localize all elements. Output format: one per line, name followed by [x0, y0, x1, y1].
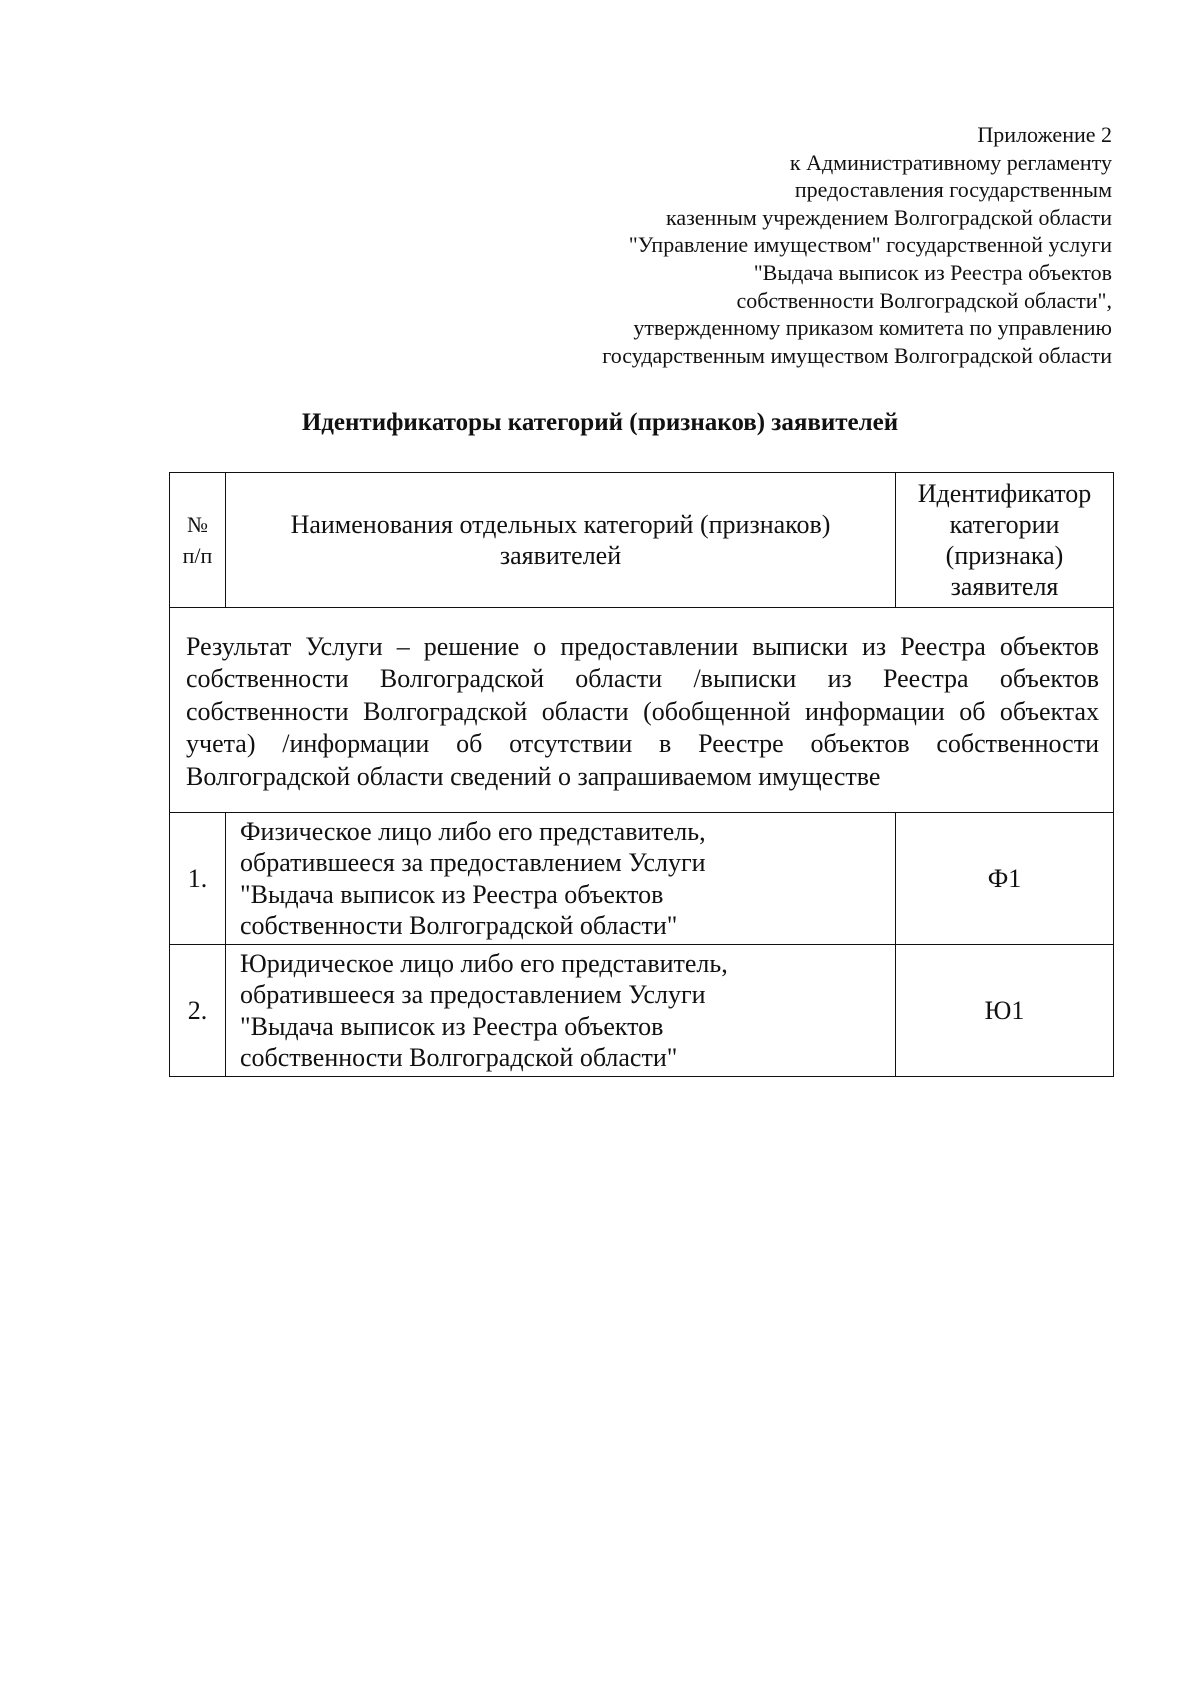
row-identifier: Ф1	[896, 813, 1114, 945]
table-row	[170, 813, 1114, 945]
header-num-abbrev: п/п	[182, 543, 213, 568]
appendix-line: собственности Волгоградской области",	[736, 287, 1112, 313]
row-name-line: обратившееся за предоставлением Услуги	[240, 848, 706, 877]
appendix-line: "Управление имуществом" государственной услуги	[628, 232, 1112, 258]
row-category-name	[226, 813, 896, 945]
header-id-line: (признака)	[945, 541, 1064, 570]
row-identifier: Ю1	[896, 945, 1114, 1077]
applicant-categories-table	[169, 472, 1114, 1077]
header-name-cell	[226, 473, 896, 608]
row-num: 1.	[170, 813, 226, 945]
appendix-block	[412, 121, 1112, 369]
appendix-line: казенным учреждением Волгоградской области	[665, 204, 1112, 230]
appendix-line: к Административному регламенту	[789, 149, 1112, 175]
header-id-line: категории	[949, 510, 1060, 539]
row-num: 2.	[170, 945, 226, 1077]
row-name-line: обратившееся за предоставлением Услуги	[240, 980, 706, 1009]
appendix-line: утвержденному приказом комитета по управлению	[633, 315, 1112, 341]
row-name-line: собственности Волгоградской области"	[240, 911, 678, 940]
row-name-line: Юридическое лицо либо его представитель,	[240, 948, 728, 978]
table-header-row	[170, 473, 1114, 608]
row-category-name	[226, 945, 896, 1077]
result-row	[170, 608, 1114, 813]
row-name-line: "Выдача выписок из Реестра объектов	[240, 879, 664, 909]
header-id-line: заявителя	[950, 572, 1059, 601]
row-name-line: собственности Волгоградской области"	[240, 1043, 678, 1072]
row-name-line: Физическое лицо либо его представитель,	[240, 816, 706, 846]
header-num-cell	[170, 473, 226, 608]
header-id-line: Идентификатор	[917, 479, 1092, 508]
result-text: Результат Услуги – решение о предоставлении выписки из Реестра объектов собственности Волгоградской области /выписки из Реестра объектов собственности Волгоградской области (обобщенной информации об объектах учета) /информации об отсутствии в Реестре объектов собственности Волгоградской области сведений о запрашиваемом имуществе	[170, 608, 1114, 813]
header-name-text: Наименования отдельных категорий (признаков) заявителей	[290, 510, 831, 570]
document-title: Идентификаторы категорий (признаков) заявителей	[301, 409, 899, 436]
header-id-cell	[896, 473, 1114, 608]
header-num-symbol: №	[187, 512, 208, 537]
appendix-line: "Выдача выписок из Реестра объектов	[753, 259, 1112, 285]
appendix-line: предоставления государственным	[794, 177, 1112, 203]
appendix-line: государственным имуществом Волгоградской области	[602, 342, 1112, 368]
appendix-line: Приложение 2	[977, 122, 1112, 147]
row-name-line: "Выдача выписок из Реестра объектов	[240, 1011, 664, 1041]
table-row	[170, 945, 1114, 1077]
